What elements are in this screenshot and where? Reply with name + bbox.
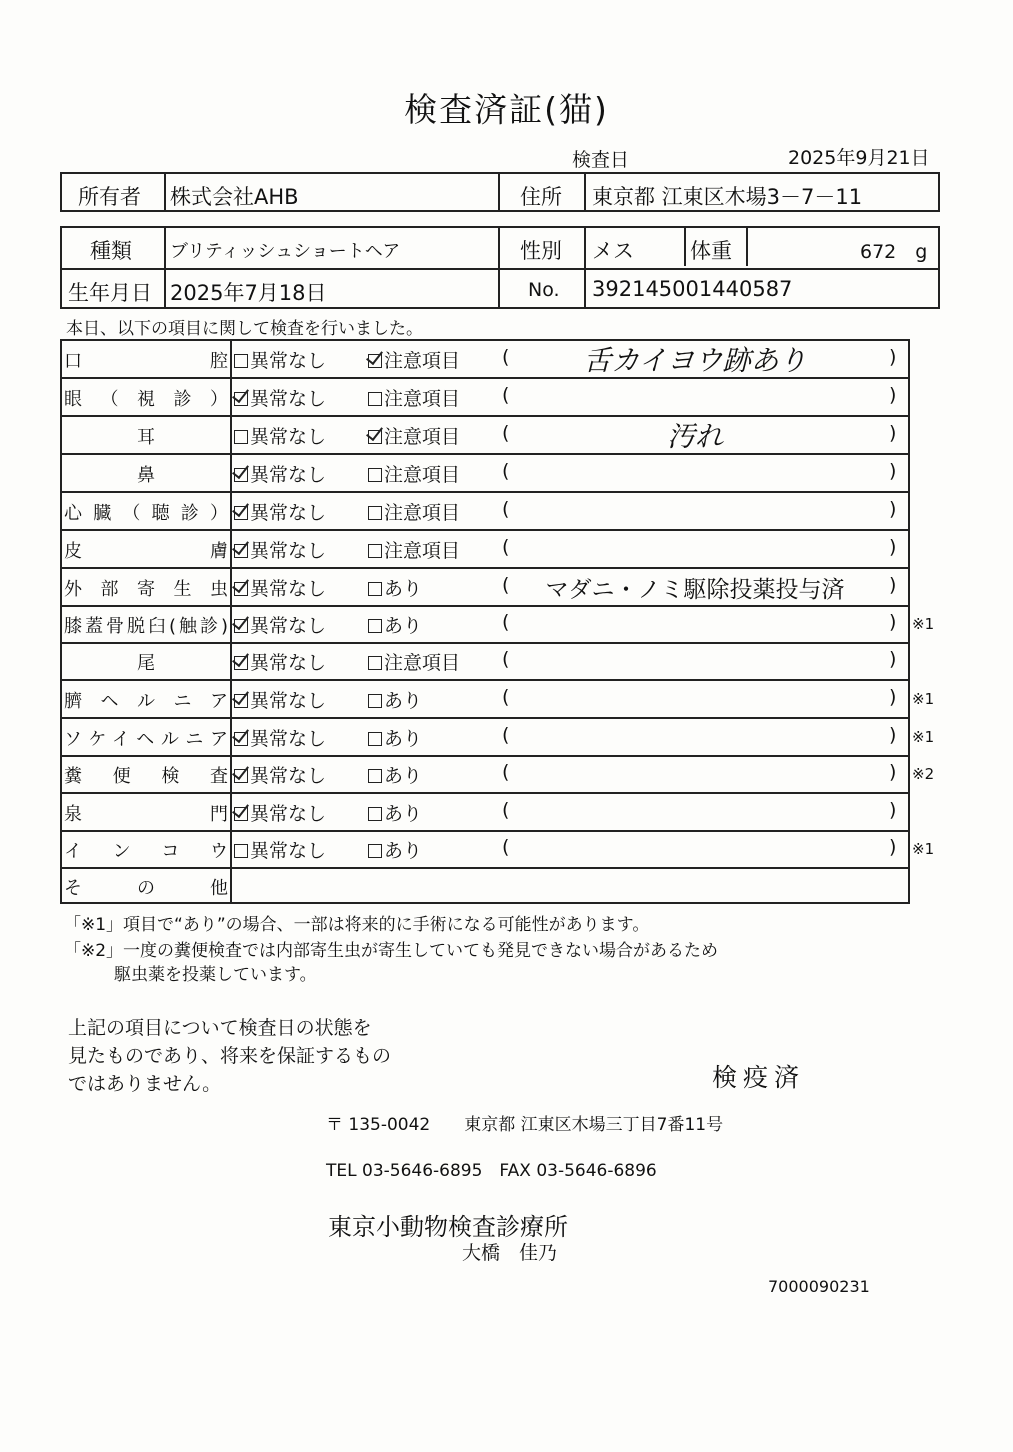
checkbox[interactable] bbox=[234, 544, 248, 558]
inspection-date: 2025年9月21日 bbox=[788, 147, 930, 169]
paren-open: ( bbox=[502, 836, 510, 858]
row-note: 舌カイヨウ跡あり bbox=[583, 344, 807, 377]
checkbox[interactable] bbox=[234, 468, 248, 482]
birth-value: 2025年7月18日 bbox=[170, 281, 327, 305]
paren-open: ( bbox=[502, 799, 510, 821]
row-label: 糞便検査 bbox=[64, 766, 228, 787]
checklist-row bbox=[60, 679, 935, 717]
checkbox[interactable] bbox=[368, 807, 382, 821]
owner-box bbox=[60, 172, 940, 212]
paren-close: ) bbox=[889, 836, 897, 858]
option-label: 異常なし bbox=[250, 803, 327, 825]
option-normal[interactable] bbox=[234, 836, 326, 863]
checklist-row bbox=[60, 339, 910, 377]
option-attention[interactable] bbox=[368, 799, 422, 826]
option-attention[interactable] bbox=[368, 611, 422, 638]
option-label: 異常なし bbox=[250, 728, 327, 750]
row-label: 外部寄生虫 bbox=[64, 579, 228, 600]
checkbox[interactable] bbox=[234, 430, 248, 444]
checkbox[interactable] bbox=[234, 354, 248, 368]
option-label: 異常なし bbox=[250, 388, 327, 410]
checkbox[interactable] bbox=[234, 694, 248, 708]
option-normal[interactable] bbox=[234, 384, 326, 411]
no-value: 392145001440587 bbox=[592, 277, 793, 301]
paren-close: ) bbox=[889, 799, 897, 821]
option-label: 注意項目 bbox=[384, 652, 461, 674]
checkbox[interactable] bbox=[368, 430, 382, 444]
checklist-row bbox=[60, 567, 910, 605]
footnote-mark: ※1 bbox=[912, 728, 935, 746]
option-label: 注意項目 bbox=[384, 388, 461, 410]
row-label: 泉 門 bbox=[64, 804, 228, 825]
option-label: 注意項目 bbox=[384, 350, 461, 372]
checkbox[interactable] bbox=[368, 732, 382, 746]
footnote-1: 「※1」項目で“あり”の場合、一部は将来的に手術になる可能性があります。 bbox=[64, 915, 650, 935]
option-attention[interactable] bbox=[368, 648, 460, 675]
paren-close: ) bbox=[889, 648, 897, 670]
checkbox[interactable] bbox=[234, 392, 248, 406]
paren-close: ) bbox=[889, 724, 897, 746]
paren-open: ( bbox=[502, 460, 510, 482]
row-label: 膝蓋骨脱臼(触診) bbox=[64, 616, 228, 637]
footnote-mark: ※1 bbox=[912, 840, 935, 858]
checkbox[interactable] bbox=[368, 506, 382, 520]
option-label: あり bbox=[384, 690, 423, 712]
checklist-row bbox=[60, 792, 910, 830]
checklist-row bbox=[60, 717, 935, 755]
option-label: 異常なし bbox=[250, 615, 327, 637]
paren-close: ) bbox=[889, 574, 897, 596]
row-label: 皮 膚 bbox=[64, 541, 228, 562]
sex-value: メス bbox=[592, 239, 634, 263]
option-label: 異常なし bbox=[250, 426, 327, 448]
option-normal[interactable] bbox=[234, 611, 326, 638]
option-normal[interactable] bbox=[234, 761, 326, 788]
animal-info-box bbox=[60, 226, 940, 309]
row-label: インコウ bbox=[64, 841, 228, 862]
option-normal[interactable] bbox=[234, 536, 326, 563]
checkbox[interactable] bbox=[234, 732, 248, 746]
paren-close: ) bbox=[889, 536, 897, 558]
footnote-mark: ※2 bbox=[912, 765, 935, 783]
option-label: 異常なし bbox=[250, 464, 327, 486]
owner-label: 所有者 bbox=[78, 185, 141, 209]
option-normal[interactable] bbox=[234, 799, 326, 826]
checkbox[interactable] bbox=[368, 844, 382, 858]
row-label: 鼻 bbox=[137, 465, 155, 486]
checkbox[interactable] bbox=[368, 769, 382, 783]
option-label: あり bbox=[384, 840, 423, 862]
checklist-row bbox=[60, 604, 935, 642]
option-attention[interactable] bbox=[368, 498, 460, 525]
paren-open: ( bbox=[502, 498, 510, 520]
disclaimer bbox=[68, 1014, 391, 1098]
row-label: 臍ヘルニア bbox=[64, 691, 228, 712]
checkbox[interactable] bbox=[234, 656, 248, 670]
row-label: 心臓（聴診） bbox=[64, 503, 228, 524]
paren-close: ) bbox=[889, 611, 897, 633]
checkbox[interactable] bbox=[368, 392, 382, 406]
paren-close: ) bbox=[889, 422, 897, 444]
option-label: あり bbox=[384, 728, 423, 750]
option-attention[interactable] bbox=[368, 384, 460, 411]
serial-number: 7000090231 bbox=[768, 1277, 870, 1296]
address-value: 東京都 江東区木場3－7－11 bbox=[592, 185, 863, 209]
footnote-2-cont: 駆虫薬を投薬しています。 bbox=[114, 965, 317, 985]
page-title: 検査済証(猫) bbox=[404, 90, 609, 129]
option-label: あり bbox=[384, 765, 423, 787]
clinic-phone: TEL 03-5646-6895 FAX 03-5646-6896 bbox=[326, 1161, 657, 1181]
birth-label: 生年月日 bbox=[68, 281, 152, 305]
clinic-name: 東京小動物検査診療所 bbox=[328, 1213, 568, 1241]
row-label: 耳 bbox=[137, 427, 155, 448]
checklist-row bbox=[60, 415, 910, 453]
option-attention[interactable] bbox=[368, 761, 422, 788]
disclaimer-line: 上記の項目について検査日の状態を bbox=[68, 1017, 372, 1039]
option-attention[interactable] bbox=[368, 346, 460, 373]
option-attention[interactable] bbox=[368, 724, 422, 751]
footnote-2: 「※2」一度の糞便検査では内部寄生虫が寄生していても発見できない場合があるため bbox=[64, 941, 719, 961]
option-normal[interactable] bbox=[234, 346, 326, 373]
option-attention[interactable] bbox=[368, 460, 460, 487]
checkbox[interactable] bbox=[368, 354, 382, 368]
checkbox[interactable] bbox=[234, 807, 248, 821]
option-label: 注意項目 bbox=[384, 502, 461, 524]
disclaimer-line: ではありません。 bbox=[68, 1073, 222, 1095]
clinic-address: 〒 135-0042 東京都 江東区木場三丁目7番11号 bbox=[326, 1115, 724, 1135]
footnote-mark: ※1 bbox=[912, 690, 935, 708]
footnote-mark: ※1 bbox=[912, 615, 935, 633]
option-label: 注意項目 bbox=[384, 426, 461, 448]
paren-close: ) bbox=[889, 686, 897, 708]
option-normal[interactable] bbox=[234, 574, 326, 601]
option-normal[interactable] bbox=[234, 724, 326, 751]
option-label: 異常なし bbox=[250, 840, 327, 862]
row-label: 口 腔 bbox=[64, 351, 228, 372]
checklist-row bbox=[60, 641, 910, 679]
sex-label: 性別 bbox=[520, 239, 562, 263]
no-label: No. bbox=[528, 279, 560, 301]
option-label: 異常なし bbox=[250, 765, 327, 787]
breed-value: ブリティッシュショートヘア bbox=[170, 241, 401, 262]
breed-label: 種類 bbox=[90, 239, 132, 263]
option-label: あり bbox=[384, 803, 423, 825]
disclaimer-line: 見たものであり、将来を保証するもの bbox=[68, 1045, 392, 1067]
paren-open: ( bbox=[502, 384, 510, 406]
option-normal[interactable] bbox=[234, 686, 326, 713]
option-label: あり bbox=[384, 578, 423, 600]
option-label: 異常なし bbox=[250, 578, 327, 600]
checklist-row bbox=[60, 453, 910, 491]
paren-open: ( bbox=[502, 422, 510, 444]
checkbox[interactable] bbox=[368, 544, 382, 558]
option-label: 異常なし bbox=[250, 540, 327, 562]
paren-open: ( bbox=[502, 346, 510, 368]
quarantine-stamp-text: 検疫済 bbox=[712, 1063, 806, 1092]
option-normal[interactable] bbox=[234, 498, 326, 525]
checklist-row bbox=[60, 754, 935, 792]
option-label: 異常なし bbox=[250, 502, 327, 524]
paren-open: ( bbox=[502, 611, 510, 633]
checkbox[interactable] bbox=[368, 656, 382, 670]
paren-open: ( bbox=[502, 724, 510, 746]
paren-close: ) bbox=[889, 498, 897, 520]
checkbox[interactable] bbox=[234, 619, 248, 633]
paren-open: ( bbox=[502, 574, 510, 596]
inspection-date-label: 検査日 bbox=[572, 149, 630, 171]
paren-open: ( bbox=[502, 761, 510, 783]
option-label: 異常なし bbox=[250, 690, 327, 712]
checklist-row bbox=[60, 529, 910, 567]
inspector-name: 大橋 佳乃 bbox=[462, 1242, 558, 1264]
option-attention[interactable] bbox=[368, 536, 460, 563]
row-note: マダニ・ノミ駆除投薬投与済 bbox=[545, 577, 845, 603]
option-normal[interactable] bbox=[234, 460, 326, 487]
paren-close: ) bbox=[889, 384, 897, 406]
other-label: その他 bbox=[64, 878, 228, 899]
option-attention[interactable] bbox=[368, 574, 422, 601]
checklist-row bbox=[60, 491, 910, 529]
option-label: 注意項目 bbox=[384, 464, 461, 486]
row-label: 眼（視診） bbox=[64, 389, 228, 410]
paren-close: ) bbox=[889, 460, 897, 482]
checkbox[interactable] bbox=[368, 582, 382, 596]
option-label: 異常なし bbox=[250, 652, 327, 674]
option-attention[interactable] bbox=[368, 836, 422, 863]
option-label: 異常なし bbox=[250, 350, 327, 372]
option-attention[interactable] bbox=[368, 686, 422, 713]
checklist-row bbox=[60, 377, 910, 415]
checkbox[interactable] bbox=[234, 506, 248, 520]
paren-open: ( bbox=[502, 686, 510, 708]
weight-value: 672 g bbox=[860, 241, 928, 263]
checklist-row bbox=[60, 829, 935, 867]
checkbox[interactable] bbox=[368, 619, 382, 633]
other-row bbox=[60, 866, 910, 904]
option-normal[interactable] bbox=[234, 422, 326, 449]
option-normal[interactable] bbox=[234, 648, 326, 675]
checkbox[interactable] bbox=[234, 769, 248, 783]
paren-close: ) bbox=[889, 761, 897, 783]
checkbox[interactable] bbox=[368, 694, 382, 708]
row-note: 汚れ bbox=[666, 420, 723, 453]
owner-value: 株式会社AHB bbox=[170, 185, 299, 209]
paren-open: ( bbox=[502, 536, 510, 558]
weight-label: 体重 bbox=[690, 239, 732, 263]
checkbox[interactable] bbox=[234, 582, 248, 596]
row-label: ソケイヘルニア bbox=[64, 729, 228, 750]
paren-open: ( bbox=[502, 648, 510, 670]
checkbox[interactable] bbox=[234, 844, 248, 858]
paren-close: ) bbox=[889, 346, 897, 368]
intro-text: 本日、以下の項目に関して検査を行いました。 bbox=[66, 319, 423, 339]
address-label: 住所 bbox=[520, 185, 562, 209]
row-label: 尾 bbox=[137, 653, 155, 674]
option-label: あり bbox=[384, 615, 423, 637]
option-attention[interactable] bbox=[368, 422, 460, 449]
option-label: 注意項目 bbox=[384, 540, 461, 562]
checkbox[interactable] bbox=[368, 468, 382, 482]
